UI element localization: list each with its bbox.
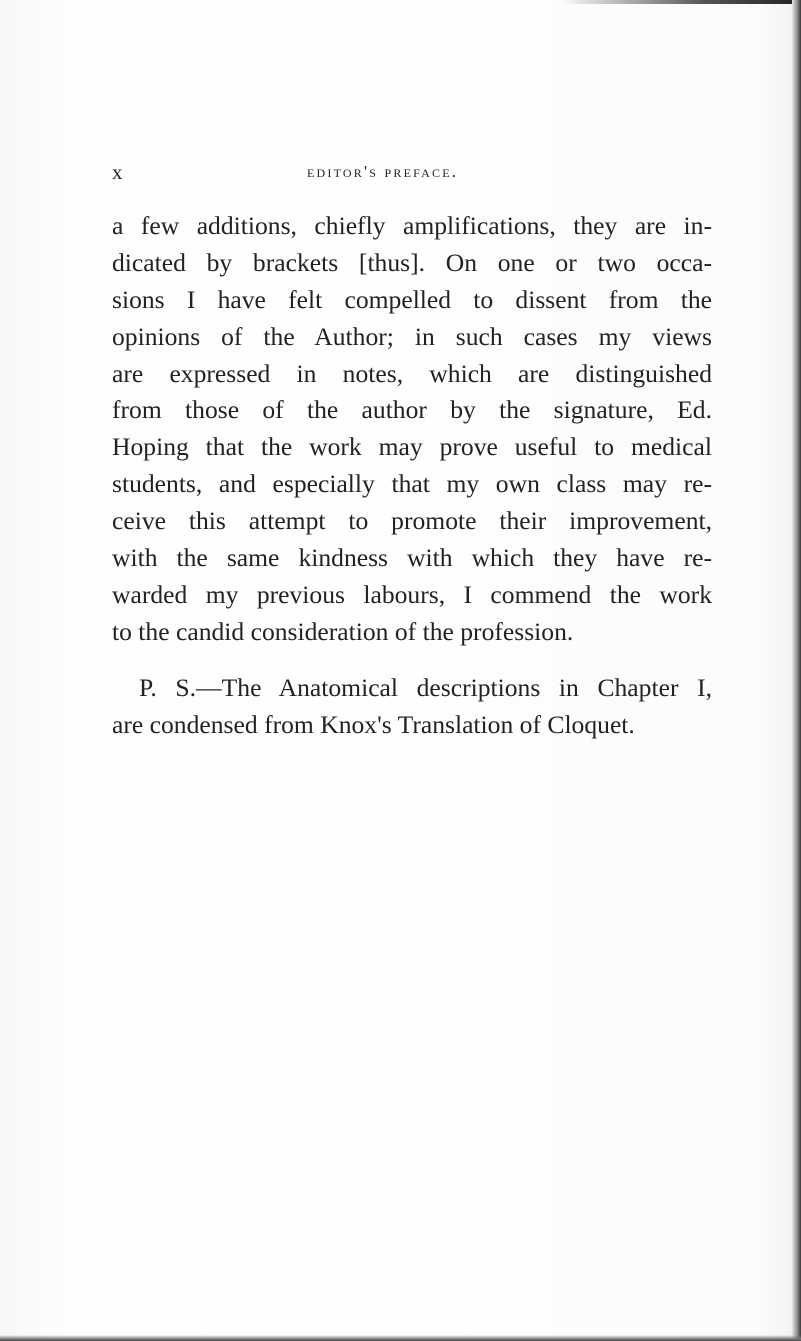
text-line: dicated by brackets [thus]. On one or two occa- xyxy=(112,247,712,277)
text-line: warded my previous labours, I commend the work xyxy=(112,579,712,609)
running-title: editor's preface. xyxy=(307,162,459,181)
text-line: ceive this attempt to promote their improvement, xyxy=(112,506,712,536)
page-binding-edge xyxy=(792,0,801,1341)
running-header xyxy=(112,160,702,190)
postscript-paragraph xyxy=(112,670,712,744)
text-line: sions I have felt compelled to dissent from the xyxy=(112,284,712,314)
text-line: P. S.—The Anatomical descriptions in Chapter I, xyxy=(139,673,712,702)
text-line: are expressed in notes, which are distinguished xyxy=(112,358,712,388)
text-line: from those of the author by the signature, Ed. xyxy=(112,395,712,425)
page-top-edge xyxy=(560,0,801,4)
text-line: with the same kindness with which they have re- xyxy=(112,543,712,573)
page-bottom-edge xyxy=(0,1335,801,1341)
text-line: are condensed from Knox's Translation of Cloquet. xyxy=(112,709,635,739)
text-line: students, and especially that my own class may re- xyxy=(112,469,712,499)
text-line: Hoping that the work may prove useful to medical xyxy=(112,432,712,462)
main-paragraph xyxy=(112,208,712,651)
text-line: opinions of the Author; in such cases my views xyxy=(112,321,712,351)
page-number: x xyxy=(112,160,124,184)
text-line: a few additions, chiefly amplifications, they are in- xyxy=(112,211,712,240)
text-line: to the candid consideration of the profession. xyxy=(112,616,574,646)
